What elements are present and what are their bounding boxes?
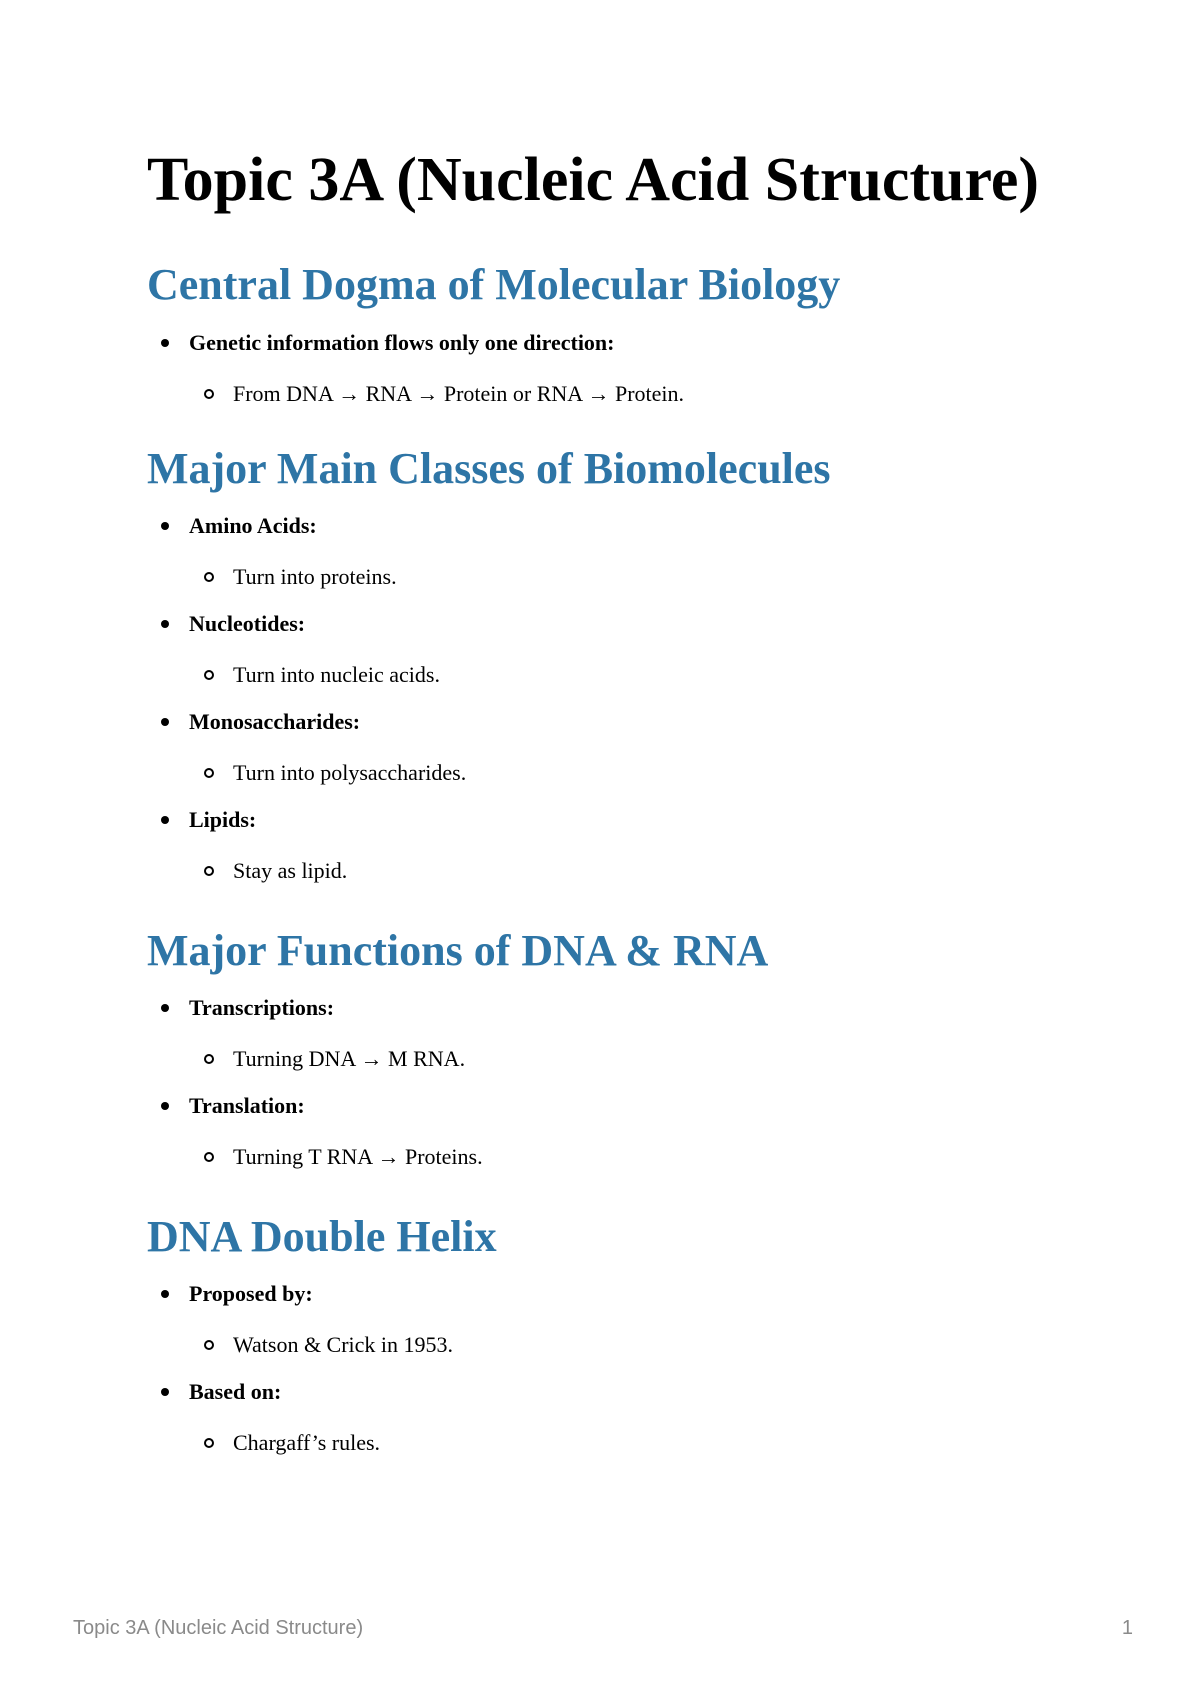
bullet-label: Genetic information flows only one direction: [189, 330, 615, 355]
hollow-bullet-icon [204, 768, 214, 778]
bullet-icon [161, 1004, 169, 1012]
bullet-icon [161, 816, 169, 824]
sub-list-item [189, 1044, 1087, 1074]
sub-bullet-list [189, 660, 1087, 690]
page-number: 1 [1121, 1617, 1133, 1639]
sub-item-text: Stay as lipid. [233, 858, 348, 883]
section-dna-double-helix [147, 1209, 1087, 1458]
bullet-icon [161, 718, 169, 726]
hollow-bullet-icon [204, 1438, 214, 1448]
bullet-icon [161, 620, 169, 628]
hollow-bullet-icon [204, 1152, 214, 1162]
page-content [147, 140, 1087, 1458]
bullet-list [147, 1279, 1087, 1458]
sub-item-text: Turn into polysaccharides. [233, 760, 467, 785]
hollow-bullet-icon [204, 866, 214, 876]
footer-title: Topic 3A (Nucleic Acid Structure) [73, 1617, 364, 1639]
hollow-bullet-icon [204, 572, 214, 582]
section-heading: Major Functions of DNA & RNA [147, 926, 769, 975]
bullet-label: Monosaccharides: [189, 709, 361, 734]
sub-item-text: Turning DNA → M RNA. [233, 1046, 466, 1071]
hollow-bullet-icon [204, 670, 214, 680]
sub-list-item [189, 660, 1087, 690]
bullet-icon [161, 1388, 169, 1396]
sub-item-text: Turn into proteins. [233, 564, 397, 589]
list-item [147, 609, 1087, 690]
sub-bullet-list [189, 856, 1087, 886]
sub-bullet-list [189, 758, 1087, 788]
sub-list-item [189, 379, 1087, 409]
section-biomolecule-classes [147, 441, 1087, 886]
sub-bullet-list [189, 1428, 1087, 1458]
section-dna-rna-functions [147, 923, 1087, 1172]
bullet-label: Translation: [189, 1093, 305, 1118]
bullet-icon [161, 339, 169, 347]
sub-item-text: Turn into nucleic acids. [233, 662, 440, 687]
sub-bullet-list [189, 1044, 1087, 1074]
sub-bullet-list [189, 379, 1087, 409]
section-heading: Major Main Classes of Biomolecules [147, 444, 831, 493]
bullet-label: Nucleotides: [189, 611, 306, 636]
list-item [147, 805, 1087, 886]
section-central-dogma [147, 257, 1087, 409]
bullet-label: Proposed by: [189, 1281, 313, 1306]
bullet-list [147, 328, 1087, 409]
hollow-bullet-icon [204, 1340, 214, 1350]
bullet-icon [161, 1102, 169, 1110]
list-item [147, 993, 1087, 1074]
sub-list-item [189, 1428, 1087, 1458]
bullet-list [147, 993, 1087, 1172]
list-item [147, 707, 1087, 788]
sub-list-item [189, 1330, 1087, 1360]
sub-list-item [189, 856, 1087, 886]
list-item [147, 511, 1087, 592]
hollow-bullet-icon [204, 1054, 214, 1064]
bullet-label: Transcriptions: [189, 995, 335, 1020]
list-item [147, 1377, 1087, 1458]
hollow-bullet-icon [204, 389, 214, 399]
bullet-icon [161, 1290, 169, 1298]
sub-list-item [189, 758, 1087, 788]
bullet-label: Amino Acids: [189, 513, 317, 538]
page-title: Topic 3A (Nucleic Acid Structure) [147, 146, 1040, 214]
bullet-icon [161, 522, 169, 530]
sub-list-item [189, 1142, 1087, 1172]
sub-bullet-list [189, 562, 1087, 592]
list-item [147, 1091, 1087, 1172]
sub-bullet-list [189, 1142, 1087, 1172]
sub-item-text: Watson & Crick in 1953. [233, 1332, 454, 1357]
section-heading: Central Dogma of Molecular Biology [147, 260, 841, 309]
sub-list-item [189, 562, 1087, 592]
sub-item-text: Chargaff’s rules. [233, 1430, 381, 1455]
list-item [147, 328, 1087, 409]
bullet-label: Based on: [189, 1379, 282, 1404]
bullet-list [147, 511, 1087, 886]
page-footer [73, 1614, 1133, 1642]
sub-item-text: From DNA → RNA → Protein or RNA → Protein. [233, 381, 685, 406]
list-item [147, 1279, 1087, 1360]
bullet-label: Lipids: [189, 807, 257, 832]
sub-bullet-list [189, 1330, 1087, 1360]
sub-item-text: Turning T RNA → Proteins. [233, 1144, 483, 1169]
section-heading: DNA Double Helix [147, 1212, 497, 1261]
